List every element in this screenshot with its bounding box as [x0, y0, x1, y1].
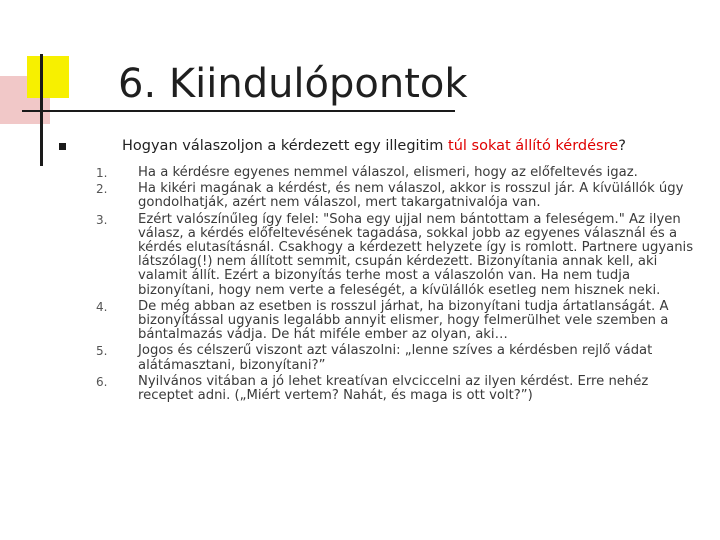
slide-title: 6. Kiindulópontok	[118, 61, 468, 107]
list-item-text: De még abban az esetben is rosszul járhat, ha bizonyítani tudja ártatlanságát. A bizonyítással ugyanis legalább annyit elismer, hogy felmerülhet vele szemben a bántalmazás vádja. De hát miféle ember az olyan, aki…	[138, 298, 669, 343]
list-item-number: 6.	[96, 374, 108, 389]
list-item-text: Ezért valószínűleg így felel: "Soha egy ujjal nem bántottam a feleségem." Az ilyen válasz, a kérdés előfeltevésének tagadása, sokkal jobb az egyenes válasznál és a kérdés elutasításnál. Csakhogy a kérdezett helyzete így is romlott. Partnere ugyanis látszólag(!) nem állított semmit, csupán kérdezett. Bizonyítania annak kell, aki valamit állít. Ezért a bizonyítás terhe most a válaszolón van. Ha nem tudja bizonyítani, hogy nem verte a feleségét, a kívülállók esetleg nem hisznek neki.	[138, 211, 694, 298]
list-item-text: Ha a kérdésre egyenes nemmel válaszol, elismeri, hogy az előfeltevés igaz.	[138, 165, 638, 180]
numbered-list	[84, 166, 704, 405]
list-item	[84, 182, 704, 210]
list-item	[84, 166, 704, 180]
title-decoration-yellow-square	[27, 56, 69, 98]
list-item-text: Jogos és célszerű viszont azt válaszolni: „lenne szíves a kérdésben rejlő vádat alátámasztani, bizonyítani?”	[138, 343, 653, 373]
list-item	[84, 300, 704, 343]
main-bullet-text	[122, 136, 626, 156]
list-item-number: 4.	[96, 299, 108, 314]
main-bullet-highlight: túl sokat állító kérdésre	[448, 138, 619, 154]
list-item-text: Ha kikéri magának a kérdést, és nem válaszol, akkor is rosszul jár. A kívülállók úgy gondolhatják, azért nem válaszol, mert takargatnivalója van.	[138, 181, 684, 211]
list-item-number: 1.	[96, 166, 108, 180]
main-bullet-prefix: Hogyan válaszoljon a kérdezett egy illegitim	[122, 138, 449, 154]
title-underline	[22, 110, 455, 112]
main-bullet-suffix: ?	[618, 138, 626, 154]
list-item	[84, 213, 704, 298]
list-item	[84, 344, 704, 372]
square-bullet-icon	[59, 143, 66, 150]
list-item-number: 3.	[96, 212, 108, 227]
list-item-number: 5.	[96, 344, 108, 359]
list-item-number: 2.	[96, 182, 108, 197]
list-item	[84, 375, 704, 403]
list-item-text: Nyilvános vitában a jó lehet kreatívan elvciccelni az ilyen kérdést. Erre nehéz receptet adni. („Miért vertem? Nahát, és maga is ott volt?”)	[138, 373, 649, 404]
